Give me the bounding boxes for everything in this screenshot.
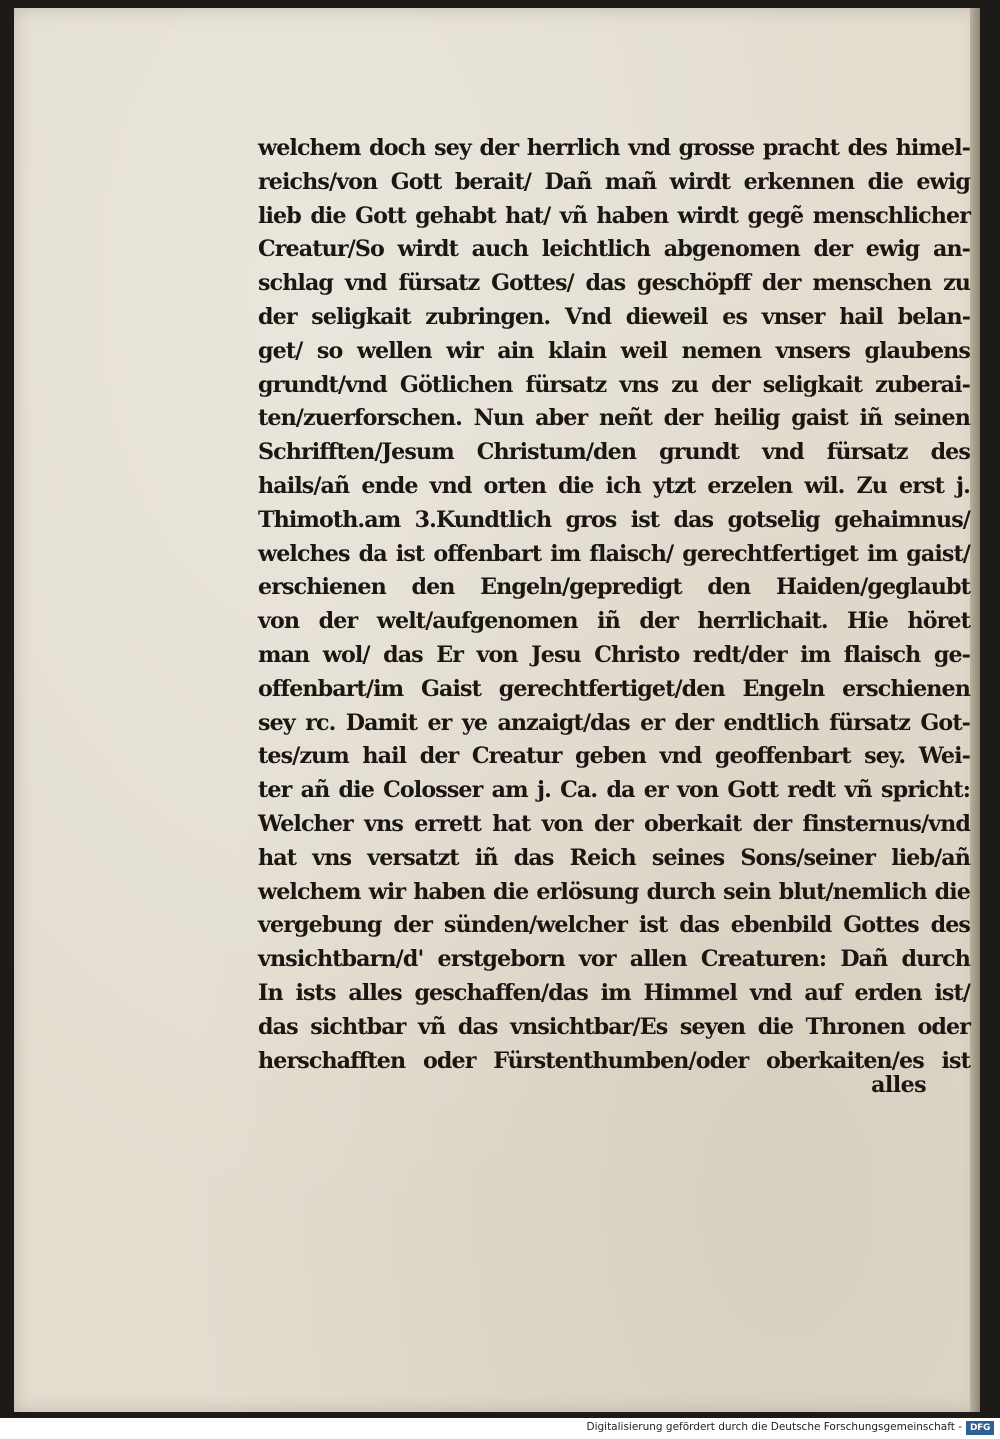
text-line: welchem wir haben die erlösung durch sein blut/nemlich die: [258, 878, 970, 905]
text-line: herschafften oder Fürstenthumben/oder oberkaiten/es ist: [258, 1047, 970, 1074]
text-line: get/ so wellen wir ain klain weil nemen vnsers glaubens: [258, 337, 970, 364]
text-line: offenbart/im Gaist gerechtfertiget/den Engeln erschienen: [258, 675, 970, 702]
text-line: hat vns versatzt iñ das Reich seines Sons/seiner lieb/añ: [258, 844, 970, 871]
dfg-logo-icon: DFG: [966, 1421, 994, 1435]
text-line: welchem doch sey der herrlich vnd grosse pracht des himel-: [258, 135, 970, 161]
catchword: alles: [871, 1072, 926, 1098]
page-edge: [970, 8, 980, 1412]
text-line: Thimoth.am 3.Kundtlich gros ist das gotselig gehaimnus/: [258, 506, 970, 533]
text-line: hails/añ ende vnd orten die ich ytzt erzelen wil. Zu erst j.: [258, 472, 970, 499]
text-line: lieb die Gott gehabt hat/ vñ haben wirdt gegẽ menschlicher: [258, 202, 970, 229]
text-line: ten/zuerforschen. Nun aber neñt der heilig gaist iñ seinen: [258, 405, 970, 432]
text-line: sey rc. Damit er ye anzaigt/das er der endtlich fürsatz Got-: [258, 709, 970, 736]
text-line: man wol/ das Er von Jesu Christo redt/der im flaisch ge-: [258, 641, 970, 668]
text-line: In ists alles geschaffen/das im Himmel vnd auf erden ist/: [258, 979, 970, 1006]
text-line: tes/zum hail der Creatur geben vnd geoffenbart sey. Wei-: [258, 743, 970, 770]
text-line: von der welt/aufgenomen iñ der herrlichait. Hie höret: [258, 608, 970, 635]
text-line: grundt/vnd Götlichen fürsatz vns zu der seligkait zuberai-: [258, 371, 970, 398]
text-block: [258, 132, 970, 1112]
text-line: Creatur/So wirdt auch leichtlich abgenomen der ewig an-: [258, 236, 970, 263]
funding-credit: Digitalisierung gefördert durch die Deutsche Forschungsgemeinschaft -: [586, 1421, 962, 1433]
text-line: schlag vnd fürsatz Gottes/ das geschöpff der menschen zu: [258, 270, 970, 297]
footer-bar: [0, 1418, 1000, 1439]
text-line: ter añ die Colosser am j. Ca. da er von Gott redt vñ spricht:: [258, 777, 970, 804]
book-page: [14, 8, 980, 1412]
text-line: vergebung der sünden/welcher ist das ebenbild Gottes des: [258, 912, 970, 939]
text-line: reichs/von Gott berait/ Dañ mañ wirdt erkennen die ewig: [258, 168, 970, 195]
text-line: Welcher vns errett hat von der oberkait der finsternus/vnd: [258, 810, 970, 837]
text-line: welches da ist offenbart im flaisch/ gerechtfertiget im gaist/: [258, 540, 970, 567]
text-line: erschienen den Engeln/gepredigt den Haiden/geglaubt: [258, 574, 970, 601]
text-line: vnsichtbarn/d' erstgeborn vor allen Creaturen: Dañ durch: [258, 946, 970, 973]
text-line: der seligkait zubringen. Vnd dieweil es vnser hail belan-: [258, 303, 970, 330]
text-line: Schrifften/Jesum Christum/den grundt vnd fürsatz des: [258, 439, 970, 466]
text-line: das sichtbar vñ das vnsichtbar/Es seyen die Thronen oder: [258, 1013, 970, 1040]
